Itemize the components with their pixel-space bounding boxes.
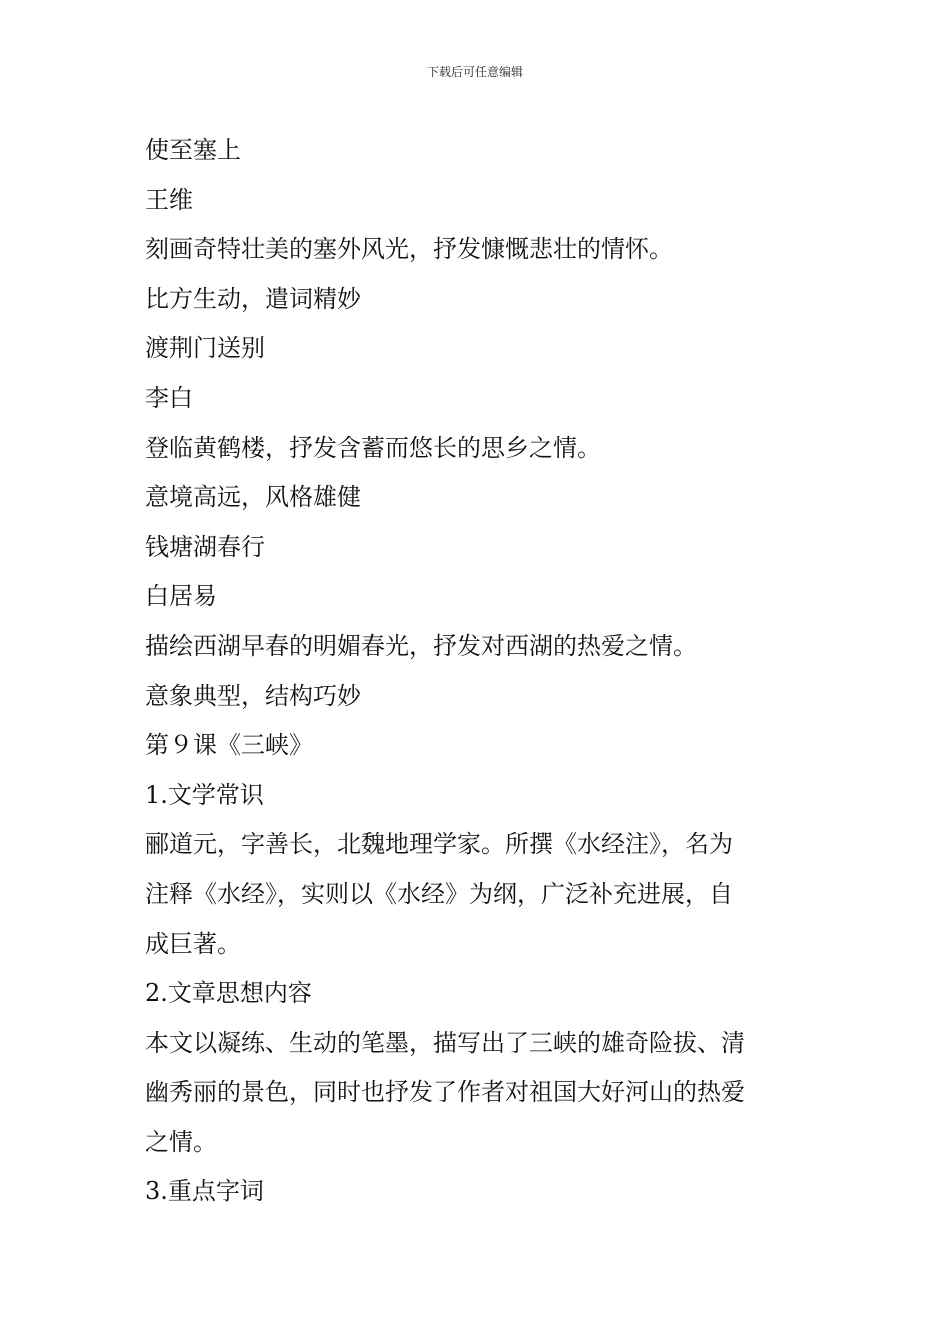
document-body [145, 126, 807, 1217]
poem-title-shi-zhi-sai-shang: 使至塞上 [145, 136, 241, 164]
section-heading-key-words: 3.重点字词 [145, 1177, 264, 1206]
paragraph-line: 本文以凝练、生动的笔墨，描写出了三峡的雄奇险拔、清 [145, 1028, 745, 1057]
poem-author-wang-wei: 王维 [145, 185, 193, 214]
poem-theme: 刻画奇特壮美的塞外风光，抒发慷慨悲壮的情怀。 [145, 235, 673, 264]
poem-style: 意象典型，结构巧妙 [145, 681, 361, 710]
section-heading-literary-knowledge: 1.文学常识 [145, 780, 264, 809]
poem-author-bai-ju-yi: 白居易 [145, 582, 217, 611]
paragraph-line: 幽秀丽的景色，同时也抒发了作者对祖国大好河山的热爱 [145, 1078, 745, 1107]
paragraph-line: 成巨著。 [145, 929, 241, 958]
paragraph-line: 之情。 [145, 1127, 217, 1156]
poem-title-du-jing-men: 渡荆门送别 [145, 334, 265, 363]
poem-title-qian-tang-hu: 钱塘湖春行 [145, 532, 265, 561]
paragraph-line: 郦道元，字善长，北魏地理学家。所撰《水经注》，名为 [145, 830, 733, 859]
poem-author-li-bai: 李白 [145, 383, 193, 412]
paragraph-line: 注释《水经》，实则以《水经》为纲，广泛补充进展，自 [145, 879, 733, 908]
lesson-heading: 第９课《三峡》 [145, 731, 313, 760]
page-header: 下载后可任意编辑 [426, 65, 523, 79]
poem-theme: 描绘西湖早春的明媚春光，抒发对西湖的热爱之情。 [145, 631, 697, 660]
poem-theme: 登临黄鹤楼，抒发含蓄而悠长的思乡之情。 [145, 433, 601, 462]
poem-style: 比方生动，遣词精妙 [145, 284, 361, 313]
section-heading-main-idea: 2.文章思想内容 [145, 979, 312, 1008]
poem-style: 意境高远，风格雄健 [145, 483, 361, 512]
